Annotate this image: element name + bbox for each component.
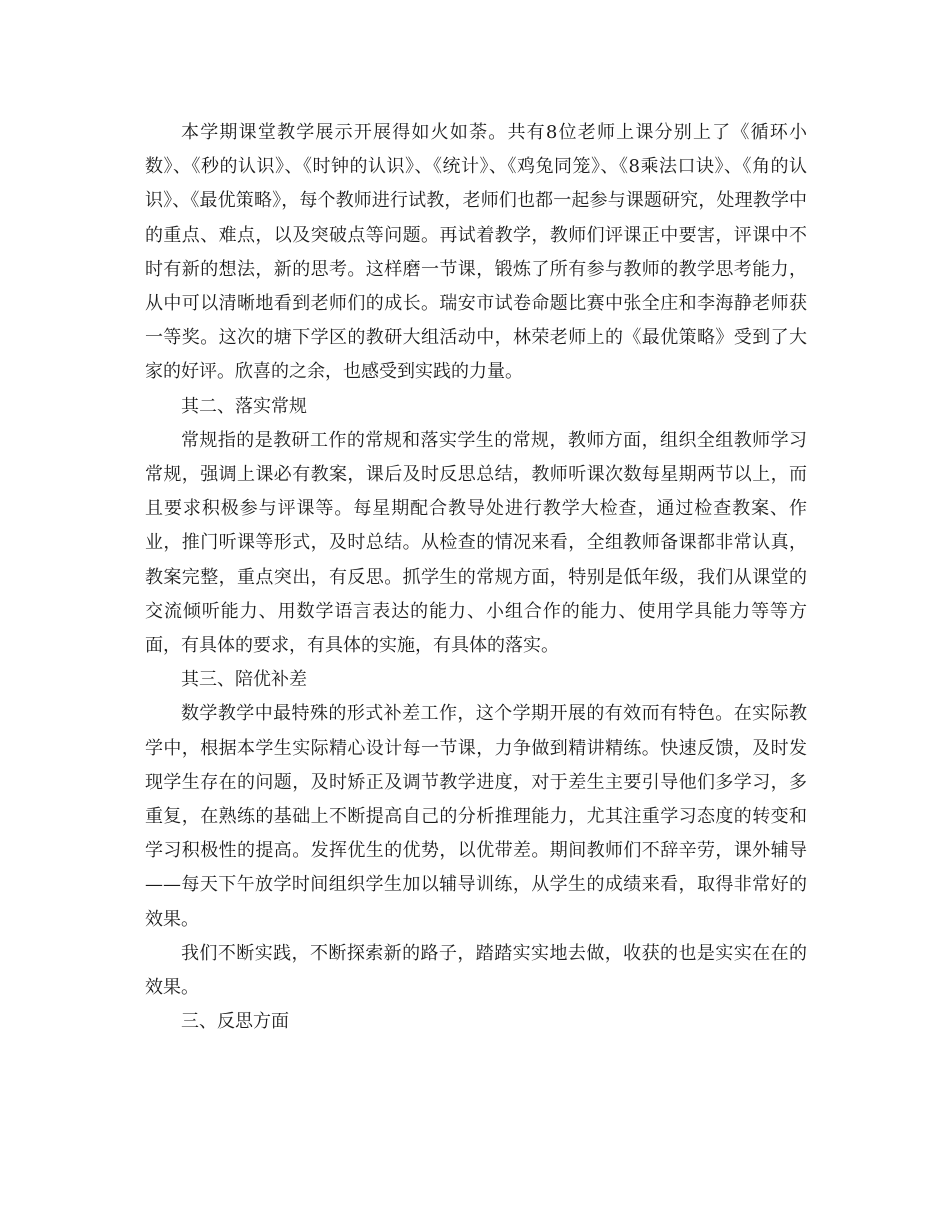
paragraph-classroom-showcase: 本学期课堂教学展示开展得如火如荼。共有8位老师上课分别上了《循环小数》、《秒的认识》、《时钟的认识》、《统计》、《鸡兔同笼》、《8乘法口诀》、《角的认识》、《最优策略》，每个教师进行试教，老师们也都一起参与课题研究，处理教学中的重点、难点，以及突破点等问题。再试着教学，教师们评课正中要害，评课中不时有新的想法，新的思考。这样磨一节课，锻炼了所有参与教师的教学思考能力，从中可以清晰地看到老师们的成长。瑞安市试卷命题比赛中张全庄和李海静老师获一等奖。这次的塘下学区的教研大组活动中，林荣老师上的《最优策略》受到了大家的好评。欣喜的之余，也感受到实践的力量。: [145, 122, 807, 383]
paragraph-practice: 我们不断实践，不断探索新的路子，踏踏实实地去做，收获的也是实实在在的效果。: [145, 942, 807, 999]
section-heading-routine: 其二、落实常规: [181, 395, 307, 417]
section-heading-tutoring: 其三、陪优补差: [181, 669, 307, 691]
section-heading-reflection: 三、反思方面: [181, 1011, 289, 1033]
paragraph-tutoring: 数学教学中最特殊的形式补差工作，这个学期开展的有效而有特色。在实际教学中，根据本学生实际精心设计每一节课，力争做到精讲精练。快速反馈，及时发现学生存在的问题，及时矫正及调节教学进度，对于差生主要引导他们多学习，多重复，在熟练的基础上不断提高自己的分析推理能力，尤其注重学习态度的转变和学习积极性的提高。发挥优生的优势，以优带差。期间教师们不辞辛劳，课外辅导——每天下午放学时间组织学生加以辅导训练，从学生的成绩来看，取得非常好的效果。: [145, 703, 807, 930]
paragraph-routine: 常规指的是教研工作的常规和落实学生的常规，教师方面，组织全组教师学习常规，强调上课必有教案，课后及时反思总结，教师听课次数每星期两节以上，而且要求积极参与评课等。每星期配合教导处进行教学大检查，通过检查教案、作业，推门听课等形式，及时总结。从检查的情况来看，全组教师备课都非常认真，教案完整，重点突出，有反思。抓学生的常规方面，特别是低年级，我们从课堂的交流倾听能力、用数学语言表达的能力、小组合作的能力、使用学具能力等等方面，有具体的要求，有具体的实施，有具体的落实。: [145, 429, 807, 657]
document-body: [145, 116, 807, 1039]
